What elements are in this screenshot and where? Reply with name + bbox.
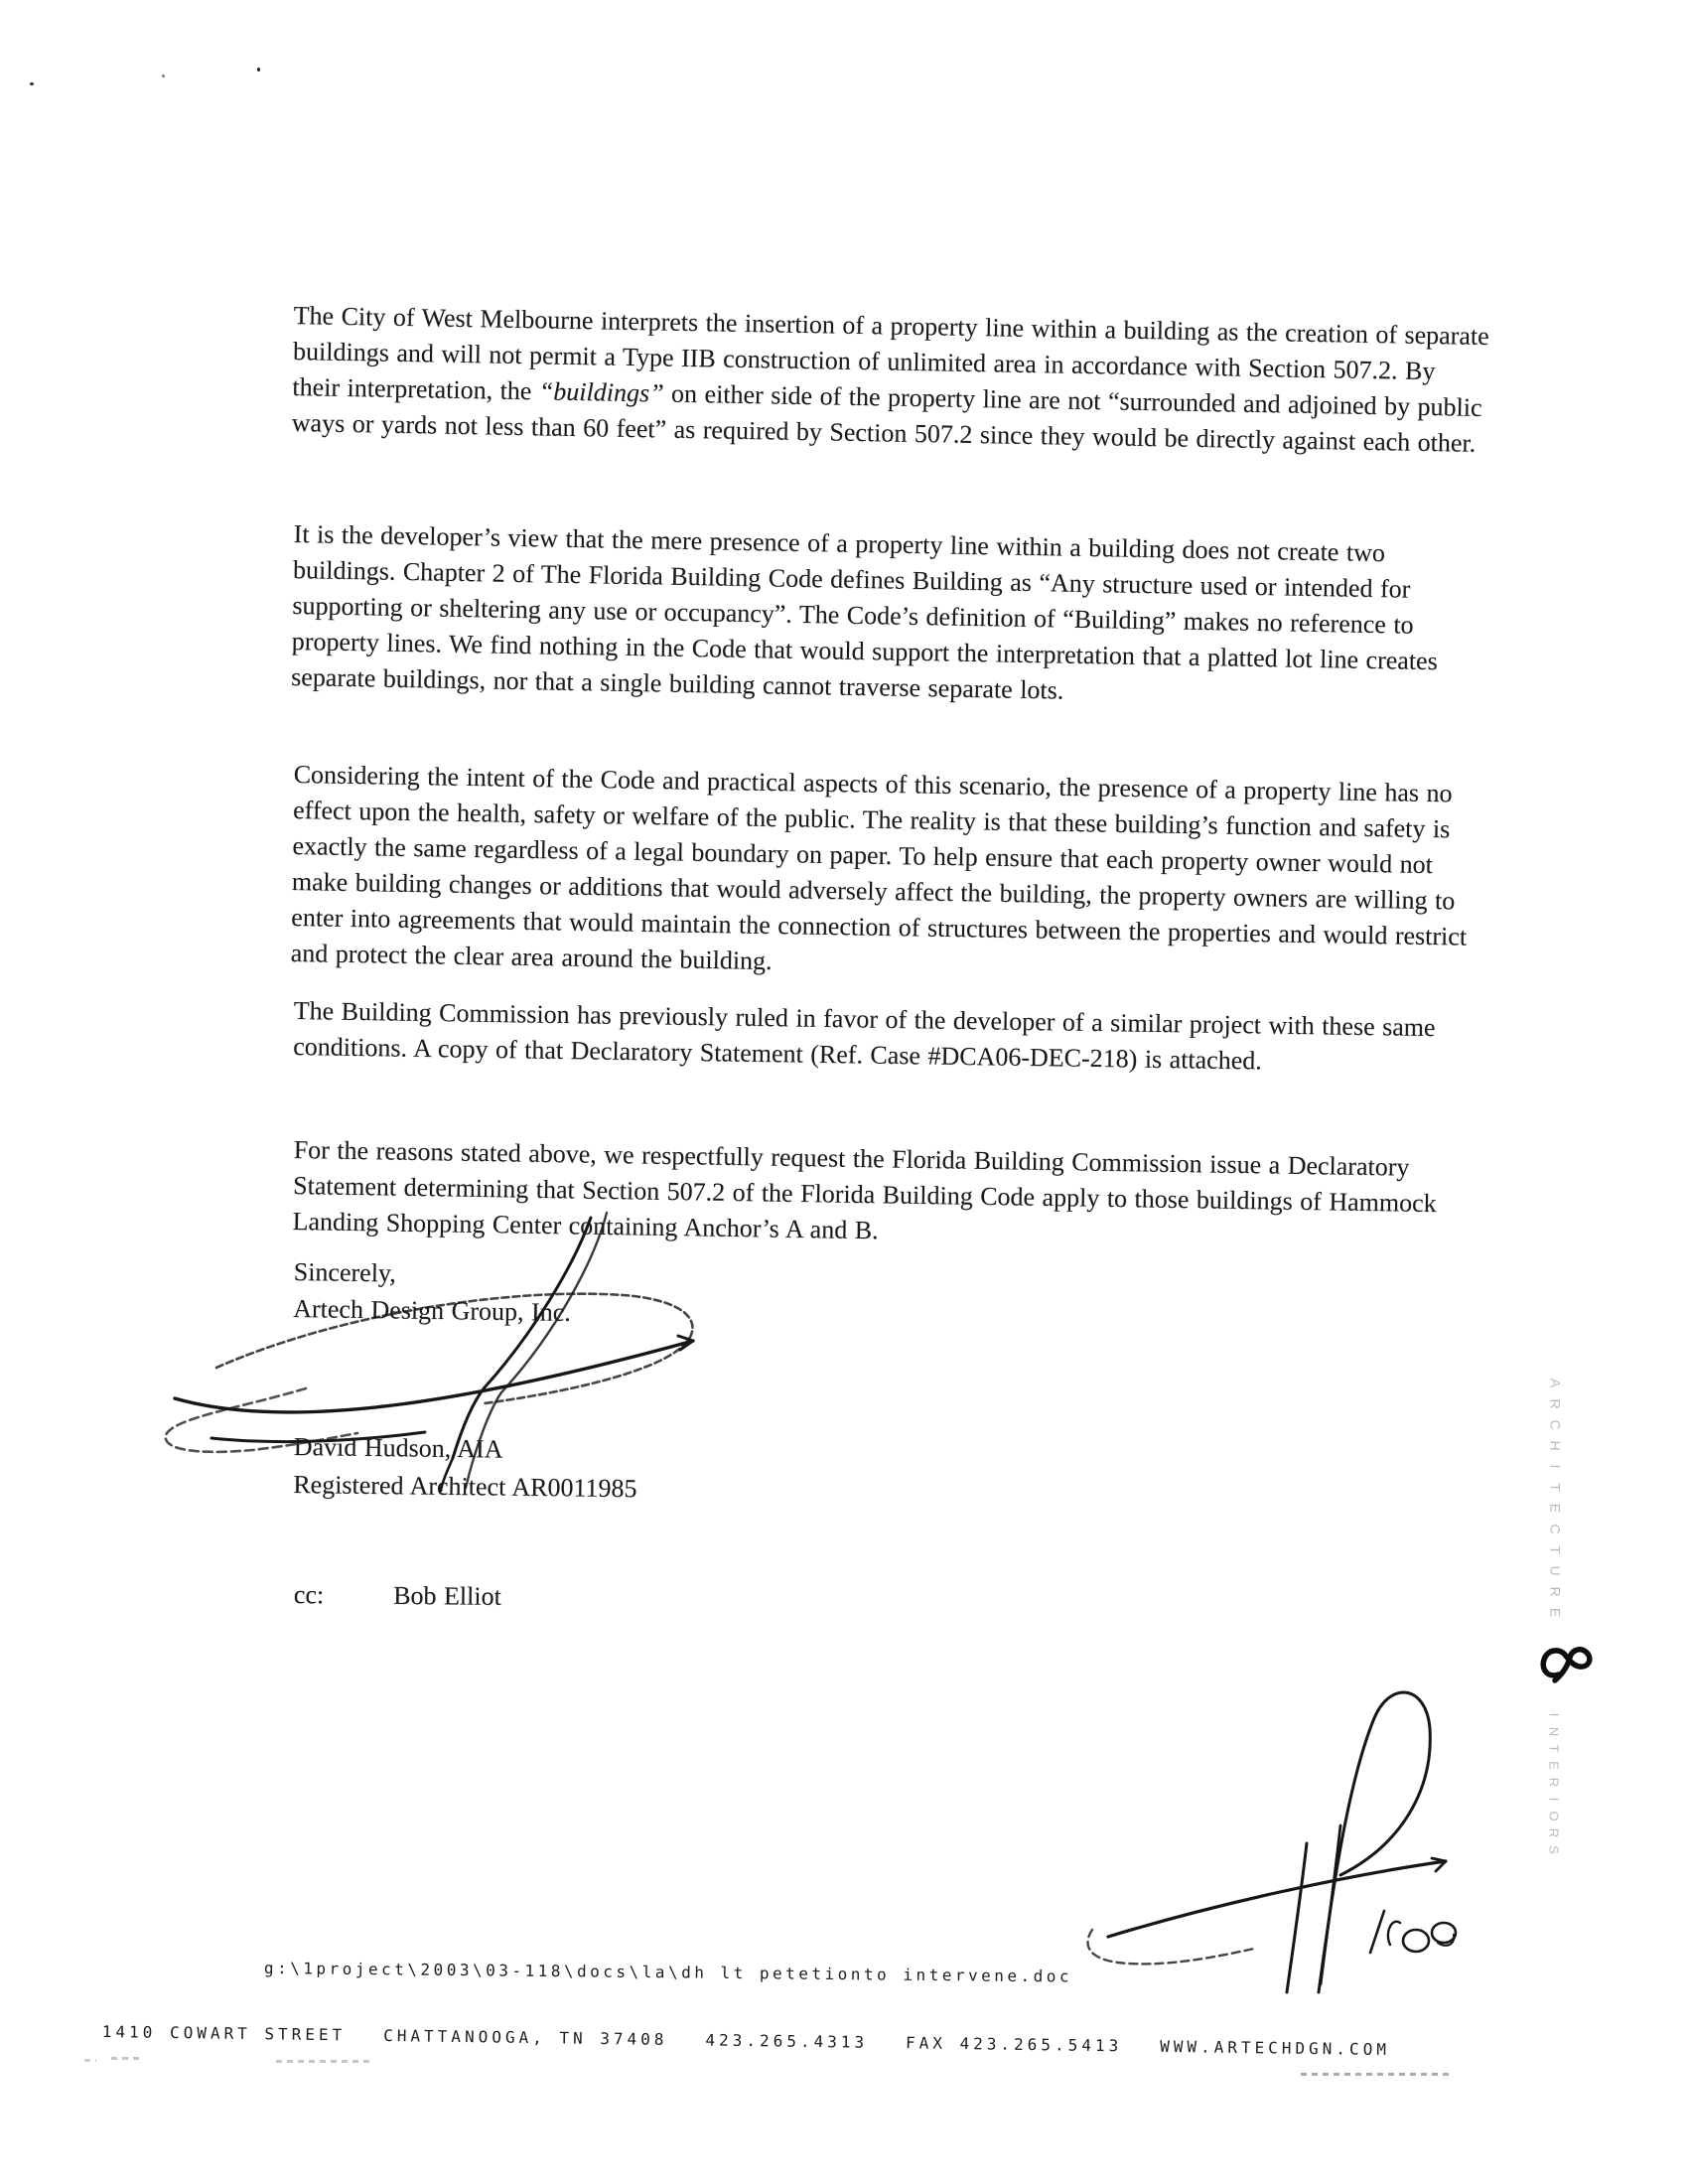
vertical-letter: R — [1546, 1777, 1562, 1788]
vertical-letter: E — [1547, 1503, 1564, 1514]
signer-block — [293, 1428, 1490, 1519]
vertical-letter: C — [1547, 1524, 1564, 1534]
vertical-letter: E — [1546, 1761, 1562, 1770]
vertical-letter: R — [1547, 1398, 1564, 1409]
vertical-letter: O — [1546, 1811, 1562, 1821]
vertical-letter: H — [1547, 1440, 1564, 1451]
scan-smudge — [1301, 2073, 1452, 2076]
paragraph-5: For the reasons stated above, we respectfully request the Florida Building Commission issue a Declaratory Statement determining that Section 507.2 of the Florida Building Code apply to those buildings of Hammock Landing Shopping Center containing Anchor’s A and B. — [292, 1134, 1437, 1245]
paragraph-1-text: The City of West Melbourne interprets the insertion of a property line within a building as the creation of separate buildings and will not permit a Type IIB construction of unlimited area in accordance with Section 507.2. By their interpretation, the — [292, 300, 1489, 406]
scan-speck — [162, 74, 165, 77]
vertical-letter: C — [1547, 1419, 1564, 1430]
vertical-letter: R — [1547, 1586, 1564, 1597]
cc-label: cc: — [293, 1579, 325, 1610]
paragraph-2: It is the developer’s view that the mere presence of a property line within a building does not create two buildings. Chapter 2 of The Florida Building Code defines Building as “Any structure used or intended for supporting or sheltering any use or occupancy”. The Code’s definition of “Building” makes no reference to property lines. We find nothing in the Code that would support the interpretation that a platted lot line creates separate buildings, nor that a single building cannot traverse separate lots. — [290, 518, 1438, 705]
vertical-letter: I — [1547, 1464, 1564, 1469]
closing-block — [293, 1253, 1490, 1344]
paragraph-1-italic: “buildings” — [538, 376, 664, 408]
vertical-letter: I — [1546, 1797, 1562, 1802]
paragraph-1-text: on either side of the property line are not “surrounded and adjoined by public ways or yards not less than 60 feet” as required by Section 507.2 since they would be directly against each other. — [291, 378, 1482, 458]
vertical-letter: T — [1547, 1483, 1564, 1492]
footer-file-path: g:\1project\2003\03-118\docs\la\dh lt petetionto intervene.doc — [263, 1959, 1073, 1986]
scan-smudge — [111, 2057, 141, 2060]
vertical-letter: I — [1546, 1712, 1562, 1717]
footer-address-line — [102, 2022, 1390, 2059]
signature-date-scribble — [1370, 1911, 1456, 1953]
company-name: Artech Design Group, Inc. — [293, 1293, 571, 1327]
scan-smudge — [84, 2059, 96, 2062]
scan-smudge — [276, 2060, 373, 2063]
paragraph-1 — [291, 298, 1489, 462]
scan-speck — [30, 82, 34, 85]
paragraph-3: Considering the intent of the Code and practical aspects of this scenario, the presence of a property line has no effect upon the health, safety or welfare of the public. The reality is that these building’s function and safety is exactly the same regardless of a legal boundary on paper. To help ensure that each property owner would not make building changes or additions that would adversely affect the building, the property owners are willing to enter into agreements that would maintain the connection of structures between the properties and would restrict and protect the clear area around the building. — [290, 759, 1468, 976]
vertical-letter: R — [1546, 1827, 1562, 1838]
footer-website: WWW.ARTECHDGN.COM — [1160, 2036, 1391, 2060]
footer-city: CHATTANOOGA, TN 37408 — [383, 2025, 668, 2049]
vertical-letter: A — [1547, 1378, 1564, 1388]
signer-title: Registered Architect AR0011985 — [293, 1469, 637, 1504]
vertical-letter: S — [1546, 1845, 1562, 1854]
vertical-letter: T — [1546, 1744, 1562, 1753]
handwritten-page-number-8 — [1537, 1635, 1597, 1684]
vertical-letter: N — [1546, 1726, 1562, 1737]
footer-fax: FAX 423.265.5413 — [905, 2033, 1123, 2056]
scan-speck — [257, 68, 260, 72]
signer-name: David Hudson, AIA — [293, 1431, 503, 1464]
side-strip-architecture — [1538, 1373, 1568, 1623]
salutation: Sincerely, — [293, 1256, 396, 1288]
side-strip-interiors — [1538, 1706, 1568, 1858]
paragraph-4: The Building Commission has previously ruled in favor of the developer of a similar project with these same conditions. A copy of that Declaratory Statement (Ref. Case #DCA06-DEC-218) is attached. — [292, 995, 1436, 1076]
footer-phone: 423.265.4313 — [705, 2030, 869, 2052]
signature-initials — [1080, 1676, 1477, 1994]
vertical-letter: U — [1547, 1565, 1564, 1576]
cc-name: Bob Elliot — [393, 1580, 501, 1611]
cc-line — [294, 1577, 1490, 1624]
vertical-letter: E — [1547, 1607, 1564, 1618]
footer-street: 1410 COWART STREET — [101, 2022, 347, 2045]
vertical-letter: T — [1547, 1545, 1564, 1554]
